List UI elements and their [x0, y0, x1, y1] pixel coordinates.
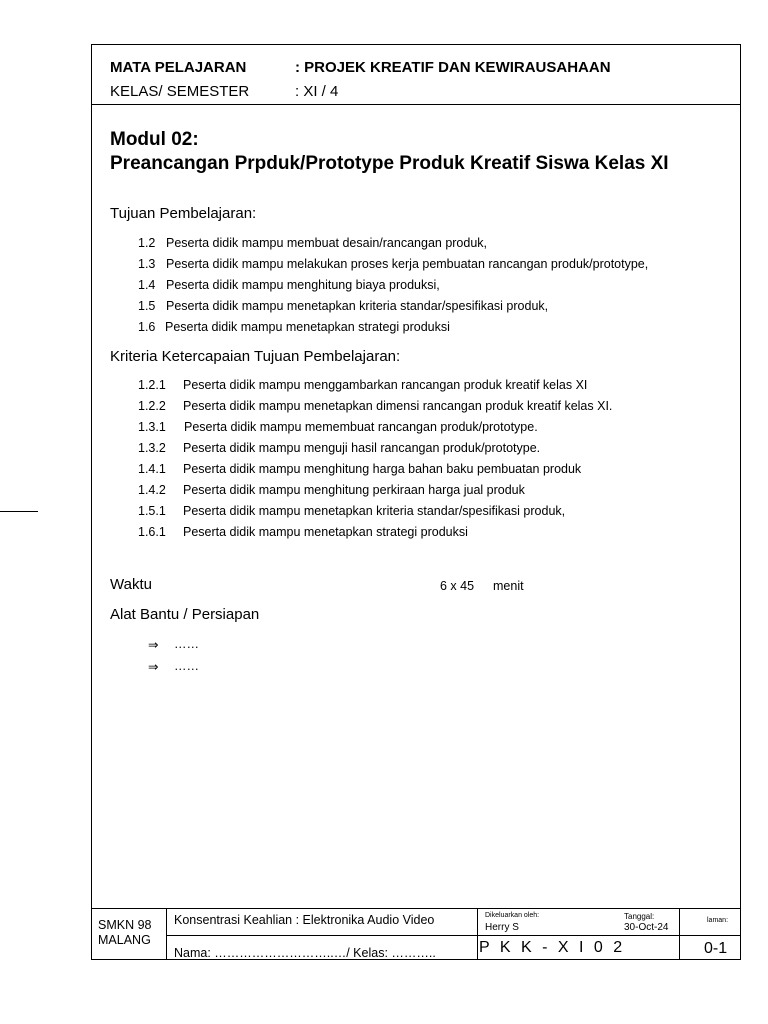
criteria-heading: Kriteria Ketercapaian Tujuan Pembelajaran: [110, 348, 401, 365]
arrow-right-icon: ⇒ [148, 638, 159, 652]
module-number: Modul 02: [110, 129, 199, 150]
criteria-text: Peserta didik mampu menghitung perkiraan harga jual produk [183, 483, 525, 497]
criteria-number: 1.2.1 [138, 378, 166, 392]
school-name [98, 918, 152, 948]
date-label: Tanggal: [624, 912, 655, 921]
objective-text: Peserta didik mampu melakukan proses kerja pembuatan rancangan produk/prototype, [166, 257, 649, 271]
tools-item-text: …… [174, 637, 199, 651]
criteria-text: Peserta didik mampu menetapkan strategi produksi [183, 525, 468, 539]
time-unit: menit [493, 579, 524, 593]
criteria-number: 1.6.1 [138, 525, 166, 539]
objective-number: 1.6 [138, 320, 156, 334]
criteria-number: 1.2.2 [138, 399, 166, 413]
criteria-text: Peserta didik mampu menghitung harga bahan baku pembuatan produk [183, 462, 582, 476]
page-number: 0-1 [704, 940, 728, 957]
criteria-number: 1.3.1 [138, 420, 166, 434]
objective-text: Peserta didik mampu menetapkan strategi produksi [165, 320, 450, 334]
module-title: Preancangan Prpduk/Prototype Produk Kreatif Siswa Kelas XI [110, 153, 669, 174]
criteria-number: 1.3.2 [138, 441, 166, 455]
objective-number: 1.2 [138, 236, 156, 250]
objective-number: 1.3 [138, 257, 156, 271]
criteria-number: 1.4.2 [138, 483, 166, 497]
criteria-text: Peserta didik mampu menetapkan dimensi rancangan produk kreatif kelas XI. [183, 399, 613, 413]
issued-by-value: Herry S [485, 922, 519, 933]
document-page [91, 44, 741, 960]
footer-divider [477, 909, 478, 959]
document-code: P K K - X I 0 2 [479, 939, 626, 956]
document-header [92, 45, 740, 105]
objective-text: Peserta didik mampu membuat desain/rancangan produk, [166, 236, 488, 250]
concentration-text: Konsentrasi Keahlian : Elektronika Audio Video [174, 913, 435, 927]
criteria-text: Peserta didik mampu menetapkan kriteria standar/spesifikasi produk, [183, 504, 566, 518]
tools-heading: Alat Bantu / Persiapan [110, 606, 260, 623]
time-label: Waktu [110, 576, 152, 593]
date-value: 30-Oct-24 [624, 922, 669, 933]
class-label: KELAS/ SEMESTER [110, 83, 250, 100]
criteria-number: 1.4.1 [138, 462, 166, 476]
school-line-2: MALANG [98, 933, 151, 947]
class-value: : XI / 4 [295, 83, 339, 100]
criteria-text: Peserta didik mampu menguji hasil rancangan produk/prototype. [183, 441, 541, 455]
objective-text: Peserta didik mampu menetapkan kriteria standar/spesifikasi produk, [166, 299, 549, 313]
subject-value: : PROJEK KREATIF DAN KEWIRAUSAHAAN [295, 59, 611, 76]
name-class-field: Nama: ………………………..…/ Kelas: ……….. [174, 946, 436, 960]
time-value: 6 x 45 [440, 579, 475, 593]
objective-number: 1.5 [138, 299, 156, 313]
footer-row-divider [166, 935, 740, 936]
issued-by-label: Dikeluarkan oleh: [485, 912, 540, 919]
school-line-1: SMKN 98 [98, 918, 152, 932]
arrow-right-icon: ⇒ [148, 660, 159, 674]
tools-item-text: …… [174, 659, 199, 673]
subject-label: MATA PELAJARAN [110, 59, 247, 76]
criteria-number: 1.5.1 [138, 504, 166, 518]
page-label: laman: [707, 917, 729, 924]
objectives-heading: Tujuan Pembelajaran: [110, 205, 257, 222]
objective-number: 1.4 [138, 278, 156, 292]
margin-mark-line [0, 511, 38, 512]
footer-divider [679, 909, 680, 959]
criteria-text: Peserta didik mampu memembuat rancangan produk/prototype. [184, 420, 538, 434]
footer-divider [166, 909, 167, 959]
criteria-text: Peserta didik mampu menggambarkan rancangan produk kreatif kelas XI [183, 378, 588, 392]
objective-text: Peserta didik mampu menghitung biaya produksi, [166, 278, 440, 292]
document-footer [92, 908, 740, 959]
